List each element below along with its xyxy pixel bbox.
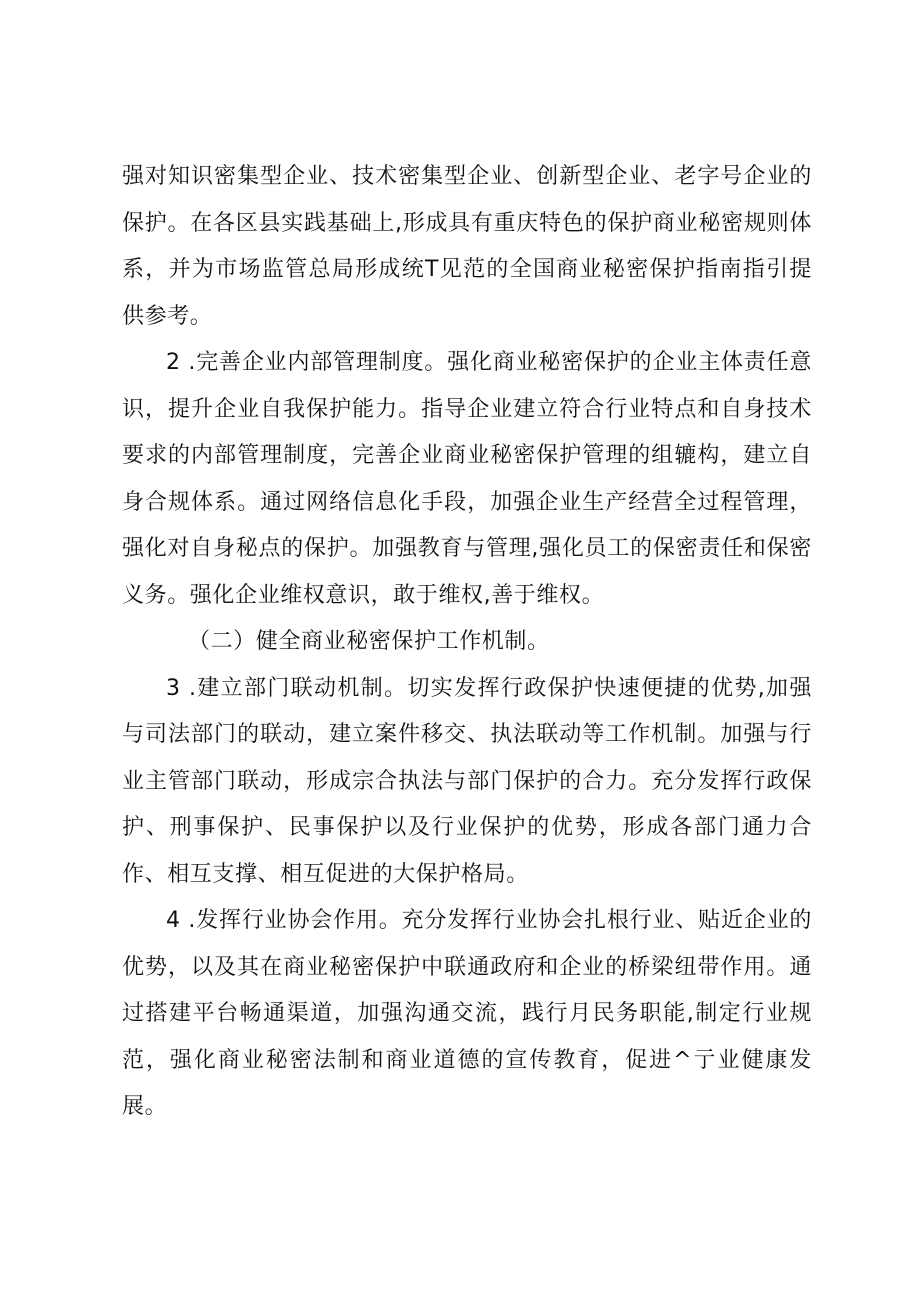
paragraph-continuation: 强对知识密集型企业、技术密集型企业、创新型企业、老字号企业的保护。在各区县实践基础上,形成具有重庆特色的保护商业秘密规则体系，并为市场监管总局形成统T见范的全国商业秘密保护指南指引提供参考。	[122, 164, 812, 329]
section-heading-2: （二）健全商业秘密保护工作机制。	[188, 629, 550, 654]
paragraph-item-4: 4 .发挥行业协会作用。充分发挥行业协会扎根行业、贴近企业的优势，以及其在商业秘密保护中联通政府和企业的桥梁纽带作用。通过搭建平台畅通渠道，加强沟通交流，践行月民务职能,制定行业规范，强化商业秘密法制和商业道德的宣传教育，促进^亍业健康发展。	[122, 908, 812, 1119]
paragraph-item-2: 2 .完善企业内部管理制度。强化商业秘密保护的企业主体责任意识，提升企业自我保护能力。指导企业建立符合行业特点和自身技术要求的内部管理制度，完善企业商业秘密保护管理的组辘构，建立自身合规体系。通过网络信息化手段，加强企业生产经营全过程管理，强化对自身秘点的保护。加强教育与管理,强化员工的保密责任和保密义务。强化企业维权意识，敢于维权,善于维权。	[122, 350, 812, 608]
document-body	[122, 154, 812, 1131]
paragraph-item-3: 3 .建立部门联动机制。切实发挥行政保护快速便捷的优势,加强与司法部门的联动，建立案件移交、执法联动等工作机制。加强与行业主管部门联动，形成宗合执法与部门保护的合力。充分发挥行政保护、刑事保护、民事保护以及行业保护的优势，形成各部门通力合作、相互支撑、相互促进的大保护格局。	[122, 675, 812, 887]
